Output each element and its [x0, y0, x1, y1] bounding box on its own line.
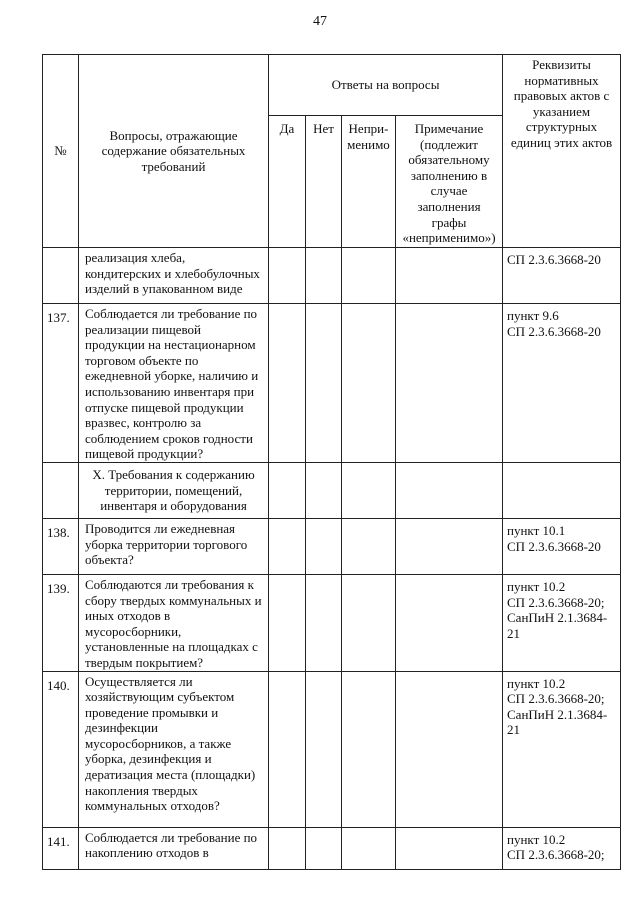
row-reference: пункт 9.6 СП 2.3.6.3668-20 — [503, 304, 621, 463]
checklist-table — [42, 54, 621, 870]
row-reference: пункт 10.2 СП 2.3.6.3668-20; СанПиН 2.1.3684- 21 — [503, 671, 621, 827]
answer-yes-cell[interactable] — [269, 827, 306, 869]
answer-yes-cell[interactable] — [269, 671, 306, 827]
table-row — [43, 248, 621, 304]
header-questions: Вопросы, отражающие содержание обязательных требований — [79, 55, 269, 248]
row-number: 141. — [43, 827, 79, 869]
row-number: 137. — [43, 304, 79, 463]
answer-na-cell[interactable] — [342, 827, 396, 869]
answer-na-cell[interactable] — [342, 248, 396, 304]
table-row — [43, 574, 621, 671]
row-number — [43, 462, 79, 518]
answer-no-cell[interactable] — [306, 671, 342, 827]
row-question: Соблюдается ли требование по накоплению отходов в — [79, 827, 269, 869]
note-cell[interactable] — [396, 827, 503, 869]
answer-no-cell — [306, 462, 342, 518]
row-number — [43, 248, 79, 304]
note-cell[interactable] — [396, 304, 503, 463]
answer-no-cell[interactable] — [306, 518, 342, 574]
answer-yes-cell[interactable] — [269, 518, 306, 574]
answer-yes-cell[interactable] — [269, 304, 306, 463]
answer-na-cell[interactable] — [342, 574, 396, 671]
header-requisites: Реквизиты нормативных правовых актов с указанием структурных единиц этих актов — [503, 55, 621, 248]
row-question: Соблюдаются ли требования к сбору твердых коммунальных и иных отходов в мусоросборники, установленные на площадках с твердым покрытием? — [79, 574, 269, 671]
table-row — [43, 518, 621, 574]
row-question: Соблюдается ли требование по реализации пищевой продукции на нестационарном торговом объекте по ежедневной уборке, наличию и использованию инвентаря при отпуске пищевой продукции вразвес, контролю за соблюдением сроков годности пищевой продукции? — [79, 304, 269, 463]
table-row — [43, 304, 621, 463]
row-reference: СП 2.3.6.3668-20 — [503, 248, 621, 304]
header-yes: Да — [269, 116, 306, 248]
answer-no-cell[interactable] — [306, 304, 342, 463]
row-number: 138. — [43, 518, 79, 574]
table-row — [43, 671, 621, 827]
row-reference: пункт 10.2 СП 2.3.6.3668-20; СанПиН 2.1.3684- 21 — [503, 574, 621, 671]
table-row — [43, 827, 621, 869]
row-reference: пункт 10.1 СП 2.3.6.3668-20 — [503, 518, 621, 574]
answer-no-cell[interactable] — [306, 248, 342, 304]
answer-na-cell[interactable] — [342, 671, 396, 827]
row-number: 140. — [43, 671, 79, 827]
page-number: 47 — [313, 14, 327, 29]
header-note: Примечание (подлежит обязательному заполнению в случае заполнения графы «неприменимо») — [396, 116, 503, 248]
section-row — [43, 462, 621, 518]
answer-na-cell — [342, 462, 396, 518]
answer-na-cell[interactable] — [342, 304, 396, 463]
note-cell — [396, 462, 503, 518]
header-not-applicable: Непри- менимо — [342, 116, 396, 248]
row-reference — [503, 462, 621, 518]
row-reference: пункт 10.2 СП 2.3.6.3668-20; — [503, 827, 621, 869]
answer-yes-cell[interactable] — [269, 574, 306, 671]
section-title: X. Требования к содержанию территории, помещений, инвентаря и оборудования — [79, 462, 269, 518]
row-question: реализация хлеба, кондитерских и хлебобулочных изделий в упакованном виде — [79, 248, 269, 304]
answer-yes-cell — [269, 462, 306, 518]
row-question: Осуществляется ли хозяйствующим субъектом проведение промывки и дезинфекции мусоросборников, а также уборка, дезинфекция и дератизация места (площадки) накопления твердых коммунальных отходов? — [79, 671, 269, 827]
answer-yes-cell[interactable] — [269, 248, 306, 304]
note-cell[interactable] — [396, 574, 503, 671]
answer-na-cell[interactable] — [342, 518, 396, 574]
answer-no-cell[interactable] — [306, 574, 342, 671]
note-cell[interactable] — [396, 671, 503, 827]
row-number: 139. — [43, 574, 79, 671]
note-cell[interactable] — [396, 248, 503, 304]
header-number: № — [43, 55, 79, 248]
answer-no-cell[interactable] — [306, 827, 342, 869]
header-no: Нет — [306, 116, 342, 248]
note-cell[interactable] — [396, 518, 503, 574]
row-question: Проводится ли ежедневная уборка территории торгового объекта? — [79, 518, 269, 574]
header-answers: Ответы на вопросы — [269, 55, 503, 116]
